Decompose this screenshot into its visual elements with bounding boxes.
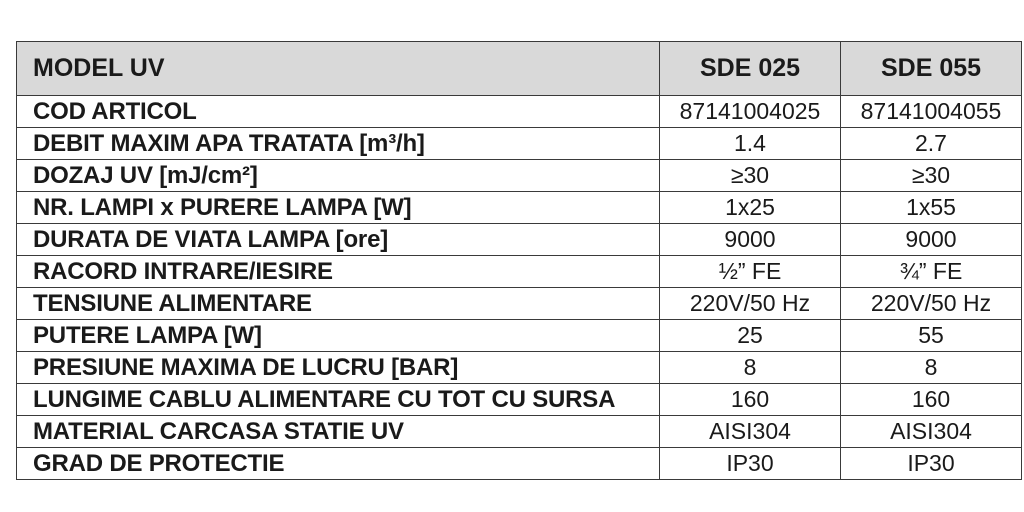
row-label: GRAD DE PROTECTIE — [17, 448, 660, 480]
table-row — [17, 448, 1022, 480]
row-value-sde-025: 8 — [660, 352, 841, 384]
row-value-sde-025: 160 — [660, 384, 841, 416]
row-value-sde-025: ½” FE — [660, 256, 841, 288]
row-label: DURATA DE VIATA LAMPA [ore] — [17, 224, 660, 256]
header-model-sde-055: SDE 055 — [841, 42, 1022, 96]
table-row — [17, 224, 1022, 256]
table-header — [17, 42, 1022, 96]
row-label: NR. LAMPI x PURERE LAMPA [W] — [17, 192, 660, 224]
row-label: DEBIT MAXIM APA TRATATA [m³/h] — [17, 128, 660, 160]
row-value-sde-025: 1x25 — [660, 192, 841, 224]
row-label: PUTERE LAMPA [W] — [17, 320, 660, 352]
header-row — [17, 42, 1022, 96]
row-value-sde-025: AISI304 — [660, 416, 841, 448]
header-model-sde-025: SDE 025 — [660, 42, 841, 96]
row-label: MATERIAL CARCASA STATIE UV — [17, 416, 660, 448]
row-value-sde-025: IP30 — [660, 448, 841, 480]
row-value-sde-025: 1.4 — [660, 128, 841, 160]
table-row — [17, 416, 1022, 448]
row-value-sde-055: 1x55 — [841, 192, 1022, 224]
row-value-sde-025: 87141004025 — [660, 96, 841, 128]
table-row — [17, 128, 1022, 160]
row-value-sde-025: 25 — [660, 320, 841, 352]
row-value-sde-055: ≥30 — [841, 160, 1022, 192]
row-value-sde-025: 9000 — [660, 224, 841, 256]
row-label: PRESIUNE MAXIMA DE LUCRU [BAR] — [17, 352, 660, 384]
row-value-sde-055: 55 — [841, 320, 1022, 352]
row-value-sde-055: 160 — [841, 384, 1022, 416]
row-value-sde-055: 2.7 — [841, 128, 1022, 160]
table-row — [17, 256, 1022, 288]
row-value-sde-025: ≥30 — [660, 160, 841, 192]
row-label: COD ARTICOL — [17, 96, 660, 128]
table-row — [17, 320, 1022, 352]
spec-table — [16, 41, 1022, 480]
row-label: LUNGIME CABLU ALIMENTARE CU TOT CU SURSA — [17, 384, 660, 416]
row-value-sde-055: 9000 — [841, 224, 1022, 256]
row-value-sde-055: IP30 — [841, 448, 1022, 480]
row-value-sde-055: ¾” FE — [841, 256, 1022, 288]
table-row — [17, 192, 1022, 224]
table-row — [17, 160, 1022, 192]
row-label: DOZAJ UV [mJ/cm²] — [17, 160, 660, 192]
row-value-sde-055: 220V/50 Hz — [841, 288, 1022, 320]
table-row — [17, 352, 1022, 384]
header-label: MODEL UV — [17, 42, 660, 96]
row-value-sde-055: 87141004055 — [841, 96, 1022, 128]
table-body — [17, 96, 1022, 480]
table-row — [17, 96, 1022, 128]
row-label: RACORD INTRARE/IESIRE — [17, 256, 660, 288]
table-row — [17, 288, 1022, 320]
row-label: TENSIUNE ALIMENTARE — [17, 288, 660, 320]
row-value-sde-025: 220V/50 Hz — [660, 288, 841, 320]
row-value-sde-055: AISI304 — [841, 416, 1022, 448]
table-row — [17, 384, 1022, 416]
row-value-sde-055: 8 — [841, 352, 1022, 384]
